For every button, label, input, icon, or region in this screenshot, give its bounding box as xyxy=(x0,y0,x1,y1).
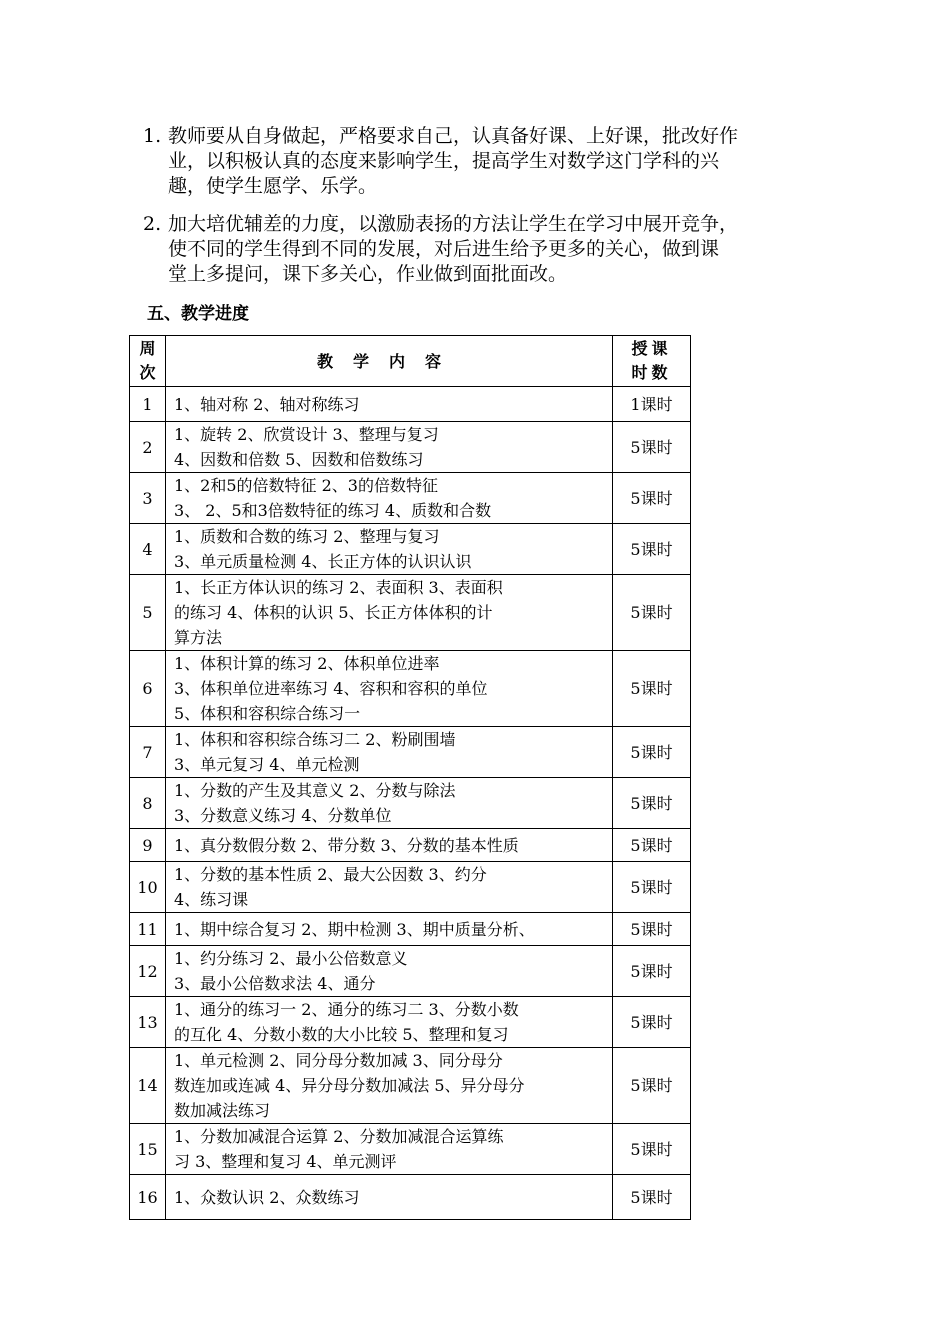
content-line: 1、长正方体认识的练习 2、表面积 3、表面积 xyxy=(174,578,503,597)
header-hours xyxy=(613,336,691,387)
table-row xyxy=(130,862,691,913)
hours-cell: 5课时 xyxy=(613,473,691,524)
hours-cell: 5课时 xyxy=(613,946,691,997)
week-cell: 2 xyxy=(130,422,166,473)
table-header-row xyxy=(130,336,691,387)
table-row xyxy=(130,727,691,778)
week-cell: 13 xyxy=(130,997,166,1048)
hours-cell: 5课时 xyxy=(613,913,691,946)
content-cell xyxy=(166,997,613,1048)
paragraph-line: 趣，使学生愿学、乐学。 xyxy=(168,175,378,197)
table-row xyxy=(130,422,691,473)
paragraph-text xyxy=(168,212,823,287)
content-line: 1、真分数假分数 2、带分数 3、分数的基本性质 xyxy=(174,835,519,855)
table-row xyxy=(130,946,691,997)
table-row xyxy=(130,913,691,946)
week-cell: 9 xyxy=(130,829,166,862)
content-cell xyxy=(166,422,613,473)
content-cell xyxy=(166,524,613,575)
content-line: 3、分数意义练习 4、分数单位 xyxy=(174,806,392,825)
schedule-table xyxy=(129,335,691,1220)
paragraph-number: 1. xyxy=(143,125,162,147)
header-hours-line: 授课 xyxy=(631,339,672,358)
content-line: 1、分数加减混合运算 2、分数加减混合运算练 xyxy=(174,1127,504,1146)
table-row xyxy=(130,1124,691,1175)
content-line: 1、约分练习 2、最小公倍数意义 xyxy=(174,949,408,968)
hours-cell: 5课时 xyxy=(613,524,691,575)
week-cell: 12 xyxy=(130,946,166,997)
table-row xyxy=(130,1048,691,1124)
header-week xyxy=(130,336,166,387)
table-row xyxy=(130,997,691,1048)
hours-cell: 5课时 xyxy=(613,862,691,913)
paragraph-number: 2. xyxy=(143,213,162,235)
content-line: 数连加或连减 4、异分母分数加减法 5、异分母分 xyxy=(174,1076,525,1095)
hours-cell: 5课时 xyxy=(613,651,691,727)
content-line: 算方法 xyxy=(174,628,223,647)
content-cell xyxy=(166,829,613,862)
content-cell xyxy=(166,913,613,946)
table-row xyxy=(130,829,691,862)
content-line: 的互化 4、分数小数的大小比较 5、整理和复习 xyxy=(174,1025,509,1044)
content-line: 5、体积和容积综合练习一 xyxy=(174,704,361,723)
content-cell xyxy=(166,1048,613,1124)
content-line: 3、单元质量检测 4、长正方体的认识认识 xyxy=(174,552,472,571)
content-line: 3、最小公倍数求法 4、通分 xyxy=(174,974,376,993)
content-line: 4、因数和倍数 5、因数和倍数练习 xyxy=(174,450,424,469)
content-line: 1、2和5的倍数特征 2、3的倍数特征 xyxy=(174,476,438,495)
paragraph-text xyxy=(168,124,823,199)
paragraph-line: 堂上多提问，课下多关心，作业做到面批面改。 xyxy=(168,263,568,285)
paragraph-line: 教师要从自身做起，严格要求自己，认真备好课、上好课，批改好作 xyxy=(168,125,739,147)
content-cell xyxy=(166,1124,613,1175)
content-line: 1、轴对称 2、轴对称练习 xyxy=(174,394,360,414)
hours-cell: 5课时 xyxy=(613,1124,691,1175)
section-heading: 五、教学进度 xyxy=(147,304,249,324)
content-cell xyxy=(166,575,613,651)
content-cell xyxy=(166,651,613,727)
content-line: 1、旋转 2、欣赏设计 3、整理与复习 xyxy=(174,425,439,444)
content-cell xyxy=(166,727,613,778)
content-line: 1、体积和容积综合练习二 2、粉刷围墙 xyxy=(174,730,456,749)
content-line: 习 3、整理和复习 4、单元测评 xyxy=(174,1152,397,1171)
content-cell xyxy=(166,946,613,997)
paragraph-line: 业，以积极认真的态度来影响学生，提高学生对数学这门学科的兴 xyxy=(168,150,720,172)
week-cell: 3 xyxy=(130,473,166,524)
week-cell: 8 xyxy=(130,778,166,829)
hours-cell: 5课时 xyxy=(613,727,691,778)
content-line: 1、体积计算的练习 2、体积单位进率 xyxy=(174,654,440,673)
content-line: 1、质数和合数的练习 2、整理与复习 xyxy=(174,527,440,546)
content-line: 1、通分的练习一 2、通分的练习二 3、分数小数 xyxy=(174,1000,519,1019)
hours-cell: 5课时 xyxy=(613,575,691,651)
hours-cell: 5课时 xyxy=(613,778,691,829)
content-cell xyxy=(166,1175,613,1220)
hours-cell: 5课时 xyxy=(613,1175,691,1220)
week-cell: 6 xyxy=(130,651,166,727)
table-row xyxy=(130,473,691,524)
content-line: 3、单元复习 4、单元检测 xyxy=(174,755,360,774)
week-cell: 5 xyxy=(130,575,166,651)
hours-cell: 5课时 xyxy=(613,1048,691,1124)
content-line: 3、 2、5和3倍数特征的练习 4、质数和合数 xyxy=(174,501,492,520)
hours-cell: 5课时 xyxy=(613,422,691,473)
table-row xyxy=(130,387,691,422)
content-line: 1、分数的产生及其意义 2、分数与除法 xyxy=(174,781,456,800)
hours-cell: 5课时 xyxy=(613,997,691,1048)
week-cell: 14 xyxy=(130,1048,166,1124)
header-week-line: 次 xyxy=(139,363,156,382)
week-cell: 4 xyxy=(130,524,166,575)
paragraph-line: 加大培优辅差的力度，以激励表扬的方法让学生在学习中展开竞争， xyxy=(168,213,739,235)
header-week-line: 周 xyxy=(139,339,156,358)
header-hours-line: 时数 xyxy=(631,363,672,382)
week-cell: 16 xyxy=(130,1175,166,1220)
hours-cell: 1课时 xyxy=(613,387,691,422)
content-cell xyxy=(166,862,613,913)
week-cell: 11 xyxy=(130,913,166,946)
hours-cell: 5课时 xyxy=(613,829,691,862)
week-cell: 1 xyxy=(130,387,166,422)
header-content: 教学内容 xyxy=(166,336,613,387)
week-cell: 15 xyxy=(130,1124,166,1175)
table-row xyxy=(130,524,691,575)
content-line: 1、分数的基本性质 2、最大公因数 3、约分 xyxy=(174,865,487,884)
content-line: 数加减法练习 xyxy=(174,1101,271,1120)
week-cell: 7 xyxy=(130,727,166,778)
table-row xyxy=(130,1175,691,1220)
content-cell xyxy=(166,778,613,829)
content-line: 的练习 4、体积的认识 5、长正方体体积的计 xyxy=(174,603,493,622)
paragraph-line: 使不同的学生得到不同的发展，对后进生给予更多的关心，做到课 xyxy=(168,238,720,260)
table-row xyxy=(130,651,691,727)
content-line: 1、众数认识 2、众数练习 xyxy=(174,1187,360,1207)
content-line: 3、体积单位进率练习 4、容积和容积的单位 xyxy=(174,679,488,698)
table-row xyxy=(130,778,691,829)
content-line: 1、单元检测 2、同分母分数加减 3、同分母分 xyxy=(174,1051,503,1070)
content-line: 1、期中综合复习 2、期中检测 3、期中质量分析、 xyxy=(174,919,535,939)
content-cell xyxy=(166,473,613,524)
content-cell xyxy=(166,387,613,422)
table-row xyxy=(130,575,691,651)
content-line: 4、练习课 xyxy=(174,890,249,909)
week-cell: 10 xyxy=(130,862,166,913)
